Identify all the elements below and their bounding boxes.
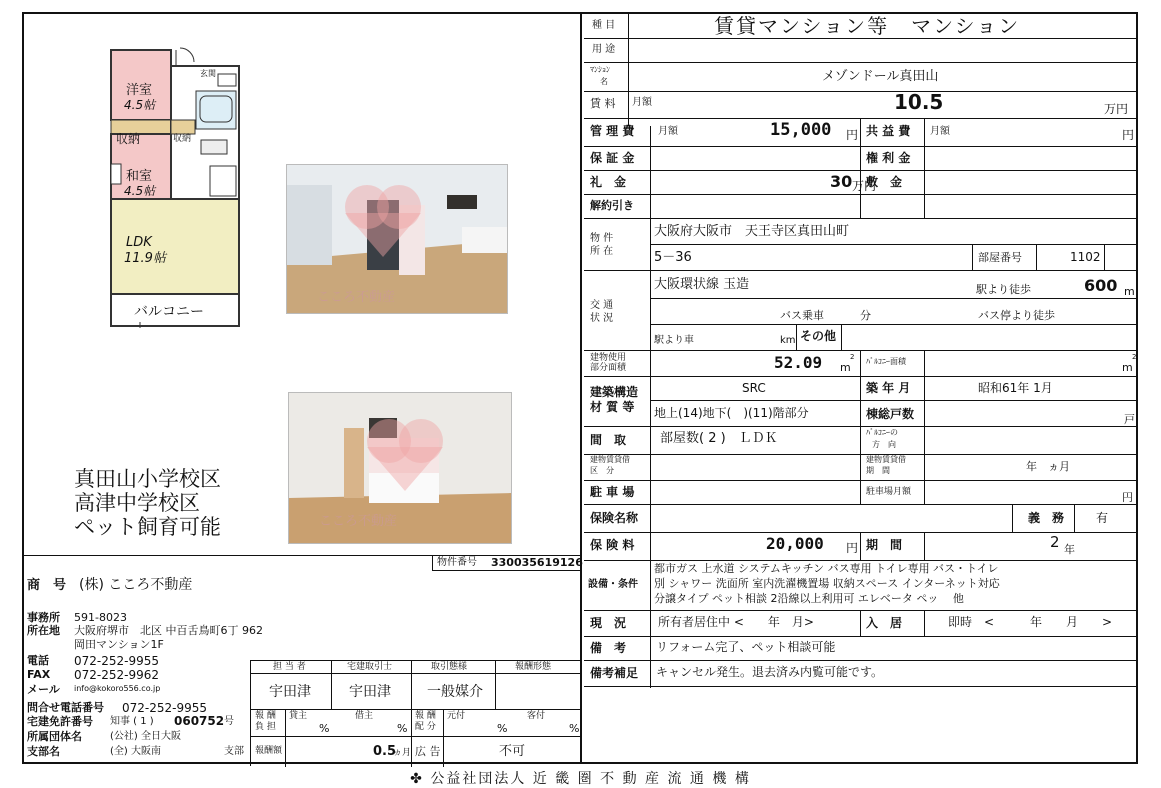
room-yoshitsu: 洋室 [126,83,153,98]
floors: 地上(14)地下( )(11)階部分 [654,406,809,420]
storage-label: 収納 [116,132,141,146]
flyer-frame [22,12,1138,764]
management-fee: 15,000 [770,120,832,140]
association: (公社) 全日大阪 [110,731,181,742]
layout: 部屋数( 2 ) ＬＤＫ [660,431,778,446]
company-fax: 072-252-9962 [74,668,160,682]
footer-text: 公益社団法人 近 畿 圏 不 動 産 流 通 機 構 [430,771,751,787]
insurance-required: 有 [1096,511,1109,525]
school-line-1: 真田山小学校区 [74,467,221,491]
equipment-line-3: 分譲タイプ ペット相談 2沿線以上利用可 エレベータ ペッ 他 [654,592,964,605]
property-spec-table: 種 目 賃貸マンション等 マンション 用 途 ﾏﾝｼｮﾝ 名 メゾンドール真田山 賃 料 月額 10.5 万円 管 理 費 月額 15,000 円 共 益 費 月額 円 保 証 金 権 利 金 礼 金 30 万円 敷 金 解約引き 物 件 所 在 大阪府大阪市 天王寺区真田山町 5－36 部屋番号 1102 交 通 状 況 大阪環状線 玉造 駅より徒歩 600 m バス乗車 分 バス停より徒歩 駅より車 km その他 建物使用 部分面積 52.09 m 2 ﾊﾞﾙｺﾆｰ面積 m 2 建築構造 材 質 等 SRC 地上(14)地下( )(11)階部分 築 年 月 昭和61年 1月 棟総戸数 戸 間 取 部屋数( 2 ) ＬＤＫ ﾊﾞﾙｺﾆｰの 方 向 建物賃貸借 区 分 建物賃貸借 期 間 年 ヵ月 駐 車 場 駐車場月額 円 保険名称 義 務 有 保 険 料 20,000 円 期 間 2 年 設備・条件 都市ガス 上水道 システムキッチン バス専用 トイレ専用 バス・トイレ 別 シャワー 洗面所 室内洗濯機置場 収納スペース インターネット対応 分譲タイプ ペット相談 2沿線以上利用可 エレベータ ペッ 他 現 況 所有者居住中 < 年 月> 入 居 即時 < 年 月 > 備 考 リフォーム完了、ペット相談可能 備考補足 キャンセル発生。退去済み内覧可能です。 [584,14,1138,762]
company-address-2: 岡田マンション1F [74,638,164,651]
room-yoshitsu-size: 4.5帖 [124,98,156,112]
inquiry-tel[interactable]: 072-252-9955 [122,701,208,715]
advertising: 不可 [499,744,526,759]
equipment-line-1: 都市ガス 上水道 システムキッチン バス専用 トイレ専用 バス・トイレ [654,562,999,575]
association-logo-icon: ✤ [410,771,431,787]
room-number: 1102 [1070,250,1101,264]
license-number: 060752 [174,714,225,728]
watermark-2: こころ不動産 [319,514,398,529]
branch: (全) 大阪南 [110,746,161,757]
company-zip: 591-8023 [74,611,127,624]
company-address-1: 大阪府堺市 北区 中百舌鳥町6丁 962 [74,624,263,637]
balcony-label: バルコニー [134,304,204,320]
staff-person: 宇田津 [269,684,311,700]
insurance-fee: 20,000 [766,534,824,553]
move-in: 即時 < 年 月 > [948,615,1113,629]
walk-distance: 600 [1084,276,1118,295]
photo-living-room [286,164,508,314]
property-type: 賃貸マンション等 マンション [714,14,1021,38]
company-email[interactable]: info@kokoro556.co.jp [74,684,161,693]
licensed-agent: 宇田津 [349,684,391,700]
left-panel: 洋室 4.5帖 収納 収納 玄関 和室 4.5帖 LDK 11.9帖 バルコニー こころ不動産 こころ不動産 真田山小学校区 高津中学校区 ペット飼育可能 物件番号 330035619126 商 号 (株) こころ不動産 事務所 591-8023 所在地 大阪府堺市 北区 中百舌鳥町6丁 962 岡田マンション1F 電話 072-252-9955 FAX 072-252-9962 メール info@kokoro556.co.jp 問合せ電話番号 072-252-9955 宅建免許番号 知事 ( 1 ) 060752 号 所属団体名 (公社) 全日大阪 支部名 (全) 大阪南 支部 担 当 者 宅建取引士 取引態様 報酬形態 宇田津 宇田津 一般媒介 報 酬 負 担 貸主 借主 % % 報 酬 配 分 元付 客付 % % 報酬額 0.5 ヵ月 広 告 不可 [24,14,582,762]
photo-kitchen [288,392,512,544]
room-ldk: LDK [126,235,152,250]
address-line-1: 大阪府大阪市 天王寺区真田山町 [654,224,850,239]
storage-label-2: 収納 [173,134,192,144]
structure-type: SRC [742,381,766,395]
insurance-period: 2 [1050,533,1060,551]
room-ldk-size: 11.9帖 [124,251,166,266]
current-status: 所有者居住中 < 年 月> [658,615,814,629]
school-line-2: 高津中学校区 [74,491,200,515]
company-name: (株) こころ不動産 [79,577,193,593]
room-washitsu: 和室 [126,169,153,184]
equipment-line-2: 別 シャワー 洗面所 室内洗濯機置場 収納スペース インターネット対応 [654,577,1000,590]
company-tel[interactable]: 072-252-9955 [74,654,160,668]
building-name: メゾンドール真田山 [822,69,939,84]
rent-value: 10.5 [894,90,944,114]
transaction-type: 一般媒介 [427,684,483,700]
bukken-number-box: 物件番号 330035619126 [432,555,580,571]
floor-plan [110,46,242,328]
address-line-2: 5－36 [654,250,692,265]
school-line-3: ペット飼育可能 [74,515,221,539]
fee-amount: 0.5 [373,744,397,759]
floor-area: 52.09 [774,353,823,372]
bukken-number: 330035619126 [491,556,583,569]
genkan-label: 玄関 [200,69,216,78]
footer [0,768,1161,788]
key-money: 30 [830,172,853,191]
remarks: リフォーム完了、ペット相談可能 [656,640,836,654]
remarks-supplement: キャンセル発生。退去済み内覧可能です。 [656,665,884,679]
watermark: こころ不動産 [317,290,396,305]
staff-table: 担 当 者 宅建取引士 取引態様 報酬形態 宇田津 宇田津 一般媒介 報 酬 負 担 貸主 借主 % % 報 酬 配 分 元付 客付 % % 報酬額 0.5 ヵ月 広 告 不可 [250,660,582,766]
station: 大阪環状線 玉造 [654,277,750,292]
built-date: 昭和61年 1月 [978,381,1053,395]
room-washitsu-size: 4.5帖 [124,184,156,198]
